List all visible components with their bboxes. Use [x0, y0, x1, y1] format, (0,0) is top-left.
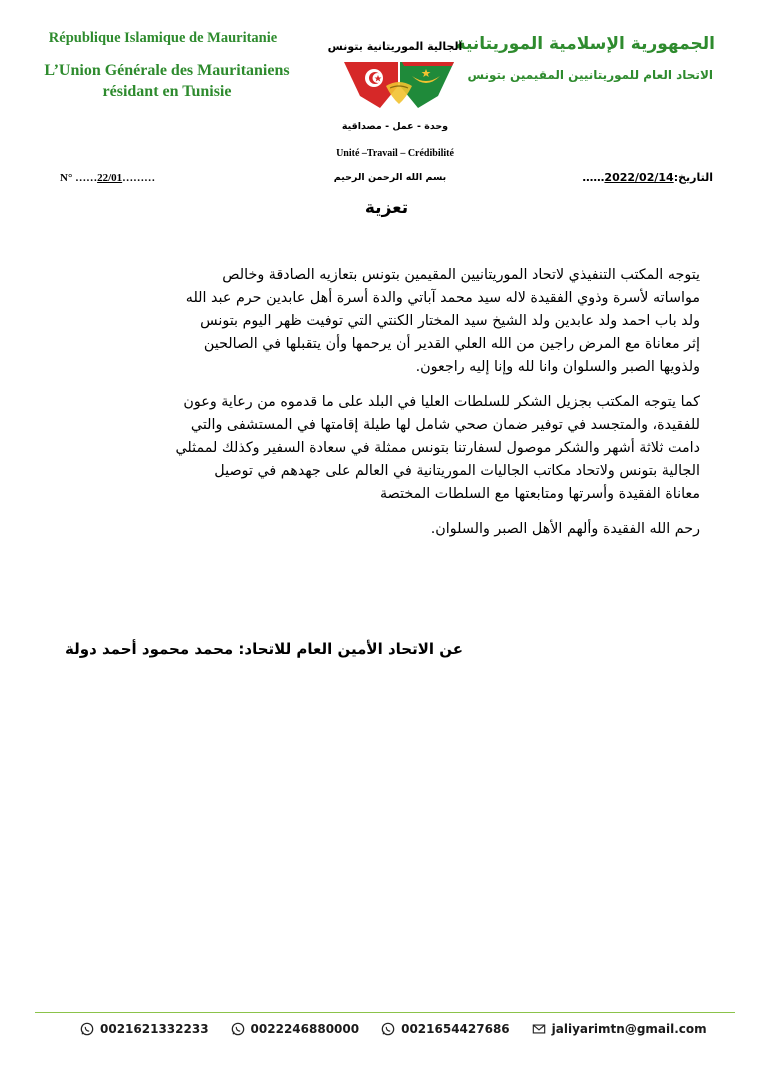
footer-email[interactable]	[532, 1022, 707, 1036]
footer-phone-3-text: 0021654427686	[401, 1022, 510, 1036]
body-line: دامت ثلاثة أشهر والشكر موصول لسفارتنا بتونس ممثلة في سعادة السفير وكذلك لممثلي	[175, 440, 700, 456]
footer-phone-2-text: 0022246880000	[250, 1022, 360, 1036]
body-line: الجالية بتونس ولاتحاد مكاتب الجاليات الموريتانية في العالم على جهدهم في توصيل	[214, 463, 700, 479]
reference-value: 22/01	[97, 172, 123, 184]
header-ar-union: الاتحاد العام للموريتانيين المقيمين بتونس	[467, 68, 713, 82]
footer-phone-3[interactable]	[381, 1022, 510, 1036]
body-line: معاناة الفقيدة وأسرتها ومتابعتها مع السلطات المختصة	[380, 486, 700, 502]
body-line: للفقيدة، والمتجسد في توفير ضمان صحي شامل لها طيلة إقامتها في المستشفى والتي	[190, 417, 700, 433]
footer-phone-2[interactable]	[231, 1022, 360, 1036]
body-line: مواساته لأسرة وذوي الفقيدة لاله سيد محمد آباتي والدة أسرة أهل عابدين حرم عبد الله	[185, 290, 700, 306]
footer-phone-1[interactable]	[80, 1022, 209, 1036]
footer-phone-1-text: 0021621332233	[100, 1022, 209, 1036]
date-label: التاريخ:	[673, 171, 713, 184]
body-line: إثر معاناة مع المرض راجين من الله العلي القدير أن يرحمها وأن يتقبلها في الصالحين	[203, 336, 700, 352]
whatsapp-icon	[80, 1022, 94, 1036]
footer-divider	[35, 1012, 735, 1013]
date-suffix: ……	[582, 171, 605, 184]
body-line: رحم الله الفقيدة وألهم الأهل الصبر والسلوان.	[430, 521, 700, 537]
whatsapp-icon	[231, 1022, 245, 1036]
body-line: ولد باب احمد ولد عابدين ولد الشيخ سيد المختار الكنتي التي توفيت ظهر اليوم بتونس	[200, 313, 700, 329]
footer-contacts	[80, 1022, 707, 1036]
date-line	[582, 171, 713, 184]
header-ar-republic: الجمهورية الإسلامية الموريتانية	[455, 34, 715, 54]
letter-body	[95, 264, 700, 553]
reference-number	[60, 172, 155, 184]
body-line: كما يتوجه المكتب بجزيل الشكر للسلطات العليا في البلد على ما قدموه من رعاية وعون	[183, 394, 700, 410]
paragraph-thanks	[95, 391, 700, 506]
logo-motto-fr: Unité –Travail – Crédibilité	[336, 148, 454, 159]
logo-motto-ar: وحدة - عمل - مصداقية	[341, 121, 449, 132]
logo-caption: الجالية الموريتانية بتونس	[327, 40, 463, 53]
header-fr-union-line2: résidant en Tunisie	[102, 83, 232, 100]
basmala: بسم الله الرحمن الرحيم	[333, 172, 447, 183]
signature-line: عن الاتحاد الأمين العام للاتحاد: محمد محمود أحمد دولة	[65, 640, 463, 658]
reference-prefix: N° ……	[60, 172, 98, 184]
header-fr-union-line1: L’Union Générale des Mauritaniens	[44, 62, 290, 79]
paragraph-condolence	[95, 264, 700, 379]
envelope-icon	[532, 1022, 546, 1036]
footer-email-text: jaliyarimtn@gmail.com	[551, 1022, 707, 1036]
paragraph-prayer	[95, 518, 700, 541]
date-value: 2022/02/14	[604, 171, 674, 184]
whatsapp-icon	[381, 1022, 395, 1036]
header-fr-republic: République Islamique de Mauritanie	[48, 30, 278, 46]
handshake-flags-logo	[340, 56, 458, 114]
header-fr-union	[22, 60, 312, 102]
reference-suffix: ………	[122, 172, 156, 184]
body-line: يتوجه المكتب التنفيذي لاتحاد الموريتانيين المقيمين بتونس بتعازيه الصادقة وخالص	[222, 267, 700, 283]
document-title: تعزية	[364, 198, 409, 218]
body-line: ولذويها الصبر والسلوان وانا لله وإنا إليه راجعون.	[415, 359, 700, 375]
